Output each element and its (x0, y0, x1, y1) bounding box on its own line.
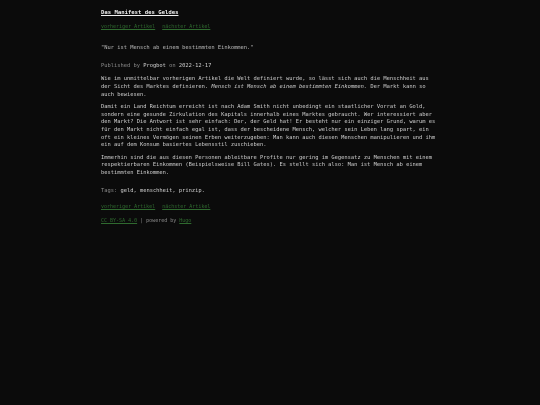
page (101, 10, 441, 225)
post-meta (101, 63, 441, 71)
on-label: on (169, 62, 176, 69)
author-name: Progbot (143, 62, 166, 69)
bottom-post-nav (101, 204, 441, 212)
powered-by-label: | powered by (140, 217, 177, 224)
next-article-link[interactable]: nächster Artikel (162, 23, 211, 30)
published-by-label: Published by (101, 62, 140, 69)
paragraph-1-emphasis: Mensch ist Mensch ab einem bestimmten Einkommen. (211, 83, 368, 90)
previous-article-link-bottom[interactable]: vorheriger Artikel (101, 204, 156, 211)
paragraph-2: Damit ein Land Reichtum erreicht ist nach Adam Smith nicht unbedingt ein staatlicher Vorrat an Gold, sondern eine gesunde Zirkulation des Kapitals innerhalb eines Marktes gebraucht. Wer interessiert aber den Markt? Die Antwort ist sehr einfach: Der, der Geld hat! Er besteht nur ein einziger Grund, warum es für den Markt nicht einfach egal ist, dass der bescheidene Mensch, welcher sein Leben lang spart, ein oft ein kleines Vermögen seinen Erben weiterzugeben: Man kann auch diesen Menschen manipulieren und ihm ein auf dem Konsum basiertes Lebensstil zuschieben. (101, 104, 436, 149)
hugo-link[interactable]: Hugo (179, 217, 192, 224)
post-title-link[interactable]: Das Manifest des Geldes (101, 10, 179, 16)
paragraph-1-text-a: Wie im unmittelbar vorherigen Artikel die Welt definiert wurde, so lässt sich auch die Menschheit aus der Sicht des Marktes definieren. (101, 76, 429, 90)
post-date: 2022-12-17 (178, 62, 212, 69)
previous-article-link[interactable]: vorheriger Artikel (101, 23, 156, 30)
next-article-link-bottom[interactable]: nächster Artikel (162, 204, 211, 211)
top-post-nav (101, 24, 441, 32)
paragraph-1 (101, 76, 441, 99)
paragraph-3: Immerhin sind die aus diesen Personen ableitbare Profite nur gering im Gegensatz zu Menschen mit einem respektierbaren Einkommen (Beispielsweise Bill Gates). Es stellt sich also: Man ist Mensch ab einem bestimmten Einkommen. (101, 154, 433, 176)
license-link[interactable]: CC BY-SA 4.0 (101, 217, 138, 224)
post-tags (101, 188, 441, 196)
post-quote: "Nur ist Mensch ab einem bestimmten Einkommen." (101, 45, 254, 52)
tags-label: Tags: (101, 187, 118, 194)
site-footer (101, 218, 441, 226)
paragraph-1-text-b: Der Markt kann so auch bewiesen. (101, 83, 426, 98)
tags-list: geld, menschheit, prinzip. (120, 187, 205, 194)
